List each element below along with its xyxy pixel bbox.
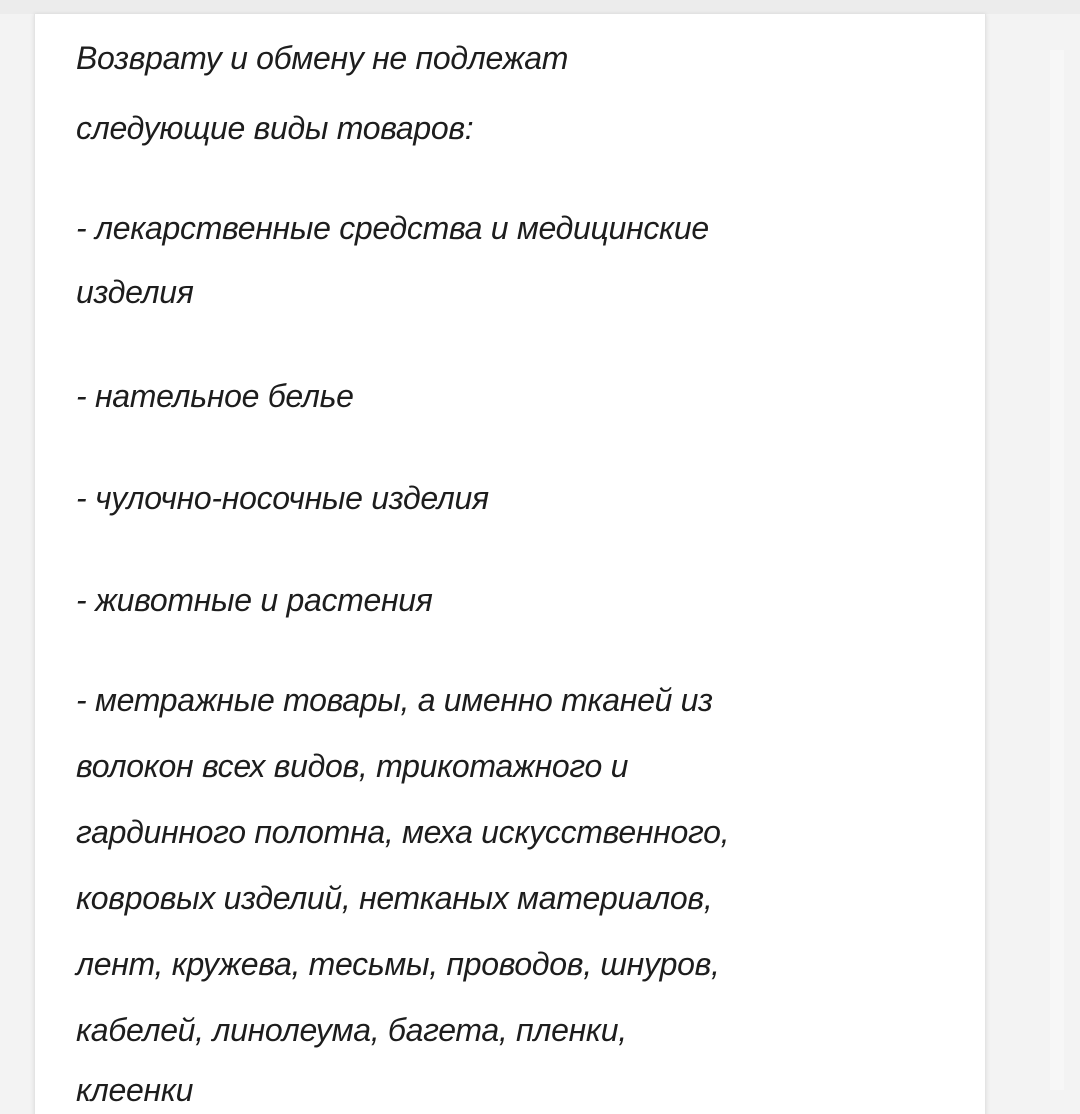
intro-line-1: Возврату и обмену не подлежат bbox=[76, 40, 569, 76]
top-strip bbox=[0, 0, 1080, 14]
list-item-5-line-2: волокон всех видов, трикотажного и bbox=[76, 748, 629, 784]
list-item-4-line-1: - животные и растения bbox=[76, 582, 433, 618]
list-item-5-line-7: клеенки bbox=[76, 1072, 194, 1108]
list-item-5-line-1: - метражные товары, а именно тканей из bbox=[76, 682, 713, 718]
list-item-1-line-1: - лекарственные средства и медицинские bbox=[76, 210, 709, 246]
intro-line-2: следующие виды товаров: bbox=[76, 110, 474, 146]
right-margin bbox=[1050, 50, 1064, 1090]
list-item-5-line-4: ковровых изделий, нетканых материалов, bbox=[76, 880, 713, 916]
list-item-5-line-6: кабелей, линолеума, багета, пленки, bbox=[76, 1012, 627, 1048]
list-item-5-line-3: гардинного полотна, меха искусственного, bbox=[76, 814, 730, 850]
list-item-1-line-2: изделия bbox=[76, 274, 194, 310]
list-item-5-line-5: лент, кружева, тесьмы, проводов, шнуров, bbox=[76, 946, 720, 982]
list-item-2-line-1: - нательное белье bbox=[76, 378, 354, 414]
list-item-3-line-1: - чулочно-носочные изделия bbox=[76, 480, 489, 516]
